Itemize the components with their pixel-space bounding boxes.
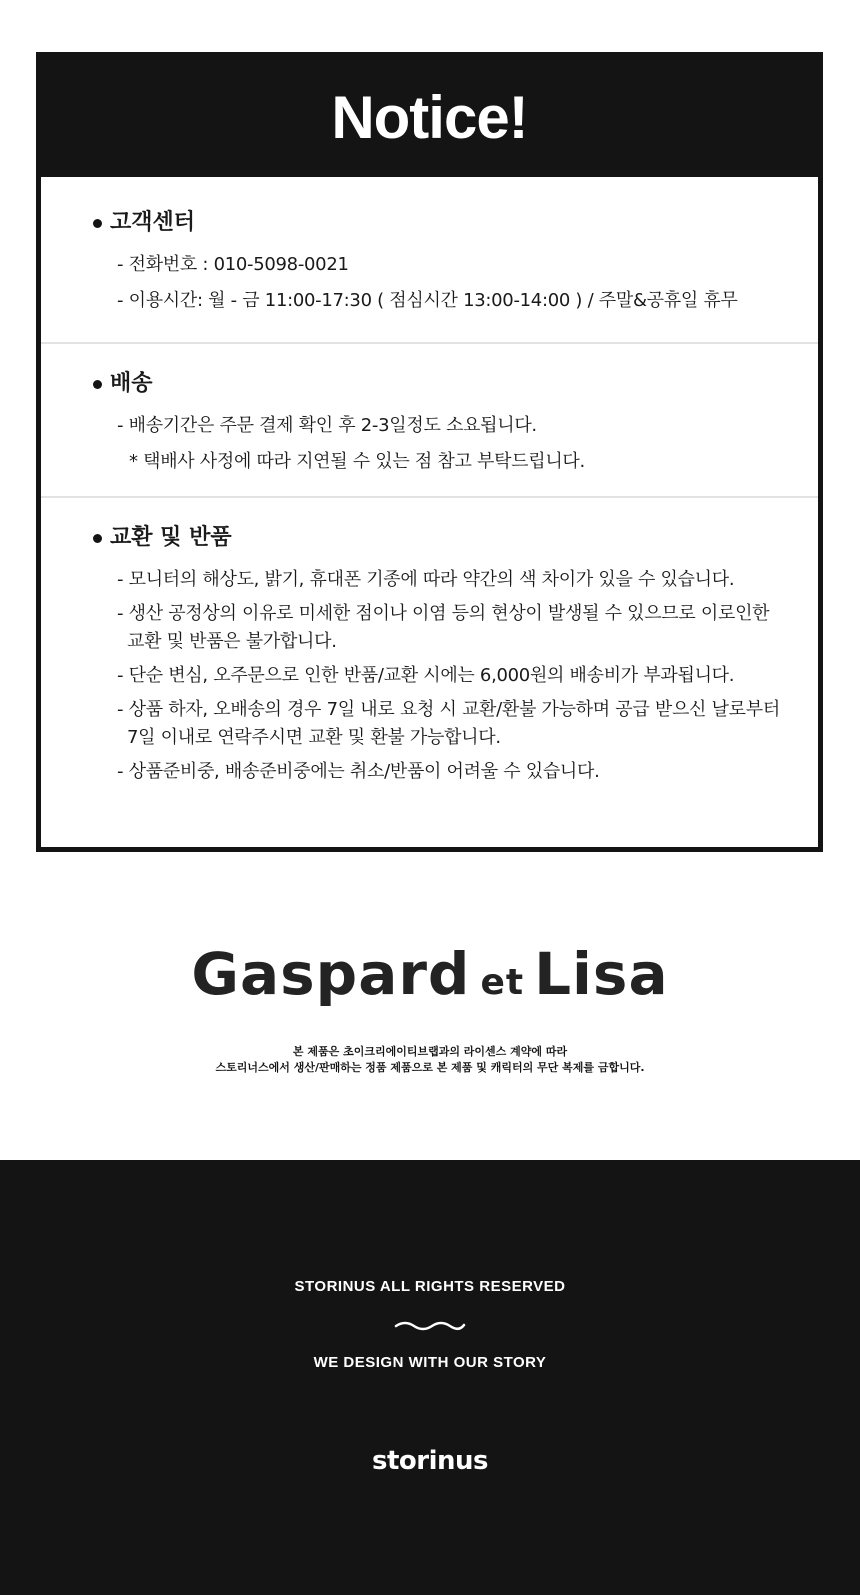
section-title-text: 교환 및 반품 [110, 525, 232, 550]
delivery-period-line: - 배송기간은 주문 결제 확인 후 2-3일정도 소요됩니다. [117, 415, 537, 436]
bullet-icon [93, 534, 102, 543]
section-title [93, 522, 818, 554]
delivery-note-line: * 택배사 사정에 따라 지연될 수 있는 점 참고 부탁드립니다. [129, 451, 585, 472]
list-item: - 상품준비중, 배송준비중에는 취소/반품이 어려울 수 있습니다. [117, 761, 600, 782]
brand-area [0, 852, 860, 1160]
license-notice [0, 1044, 860, 1076]
hours-line: - 이용시간: 월 - 금 11:00-17:30 ( 점심시간 13:00-14:00 ) / 주말&공휴일 휴무 [117, 290, 738, 311]
section-customer-center [41, 177, 818, 342]
gaspard-et-lisa-logo [0, 940, 860, 1008]
footer [0, 1160, 860, 1595]
storinus-logo: storinus [372, 1446, 488, 1476]
list-item: - 단순 변심, 오주문으로 인한 반품/교환 시에는 6,000원의 배송비가 부과됩니다. [117, 665, 735, 686]
section-exchange-return [41, 496, 818, 842]
footer-rights: STORINUS ALL RIGHTS RESERVED [294, 1278, 566, 1295]
logo-word: Lisa [534, 940, 669, 1008]
license-line: 스토리너스에서 생산/판매하는 정품 제품으로 본 제품 및 캐릭터의 무단 복제를 금합니다. [215, 1061, 645, 1074]
section-title [93, 368, 818, 400]
section-title-text: 고객센터 [110, 210, 196, 235]
footer-slogan: WE DESIGN WITH OUR STORY [313, 1354, 547, 1371]
logo-word: et [480, 962, 525, 1003]
notice-header [41, 57, 818, 177]
license-line: 본 제품은 초이크리에이티브랩과의 라이센스 계약에 따라 [292, 1045, 568, 1058]
list-item: - 모니터의 해상도, 밝기, 휴대폰 기종에 따라 약간의 색 차이가 있을 수 있습니다. [117, 569, 735, 590]
list-item: - 상품 하자, 오배송의 경우 7일 내로 요청 시 교환/환불 가능하며 공급 받으신 날로부터 7일 이내로 연락주시면 교환 및 환불 가능합니다. [117, 699, 780, 748]
phone-line: - 전화번호 : 010-5098-0021 [117, 254, 349, 275]
section-title-text: 배송 [110, 371, 153, 396]
bullet-icon [93, 380, 102, 389]
section-title [93, 207, 818, 239]
notice-title: Notice! [331, 83, 528, 151]
wave-icon [394, 1319, 466, 1333]
list-item: - 생산 공정상의 이유로 미세한 점이나 이염 등의 현상이 발생될 수 있으므로 이로인한 교환 및 반품은 불가합니다. [117, 603, 770, 652]
bullet-icon [93, 219, 102, 228]
section-delivery [41, 342, 818, 496]
logo-word: Gaspard [191, 940, 471, 1008]
notice-box [36, 52, 823, 852]
